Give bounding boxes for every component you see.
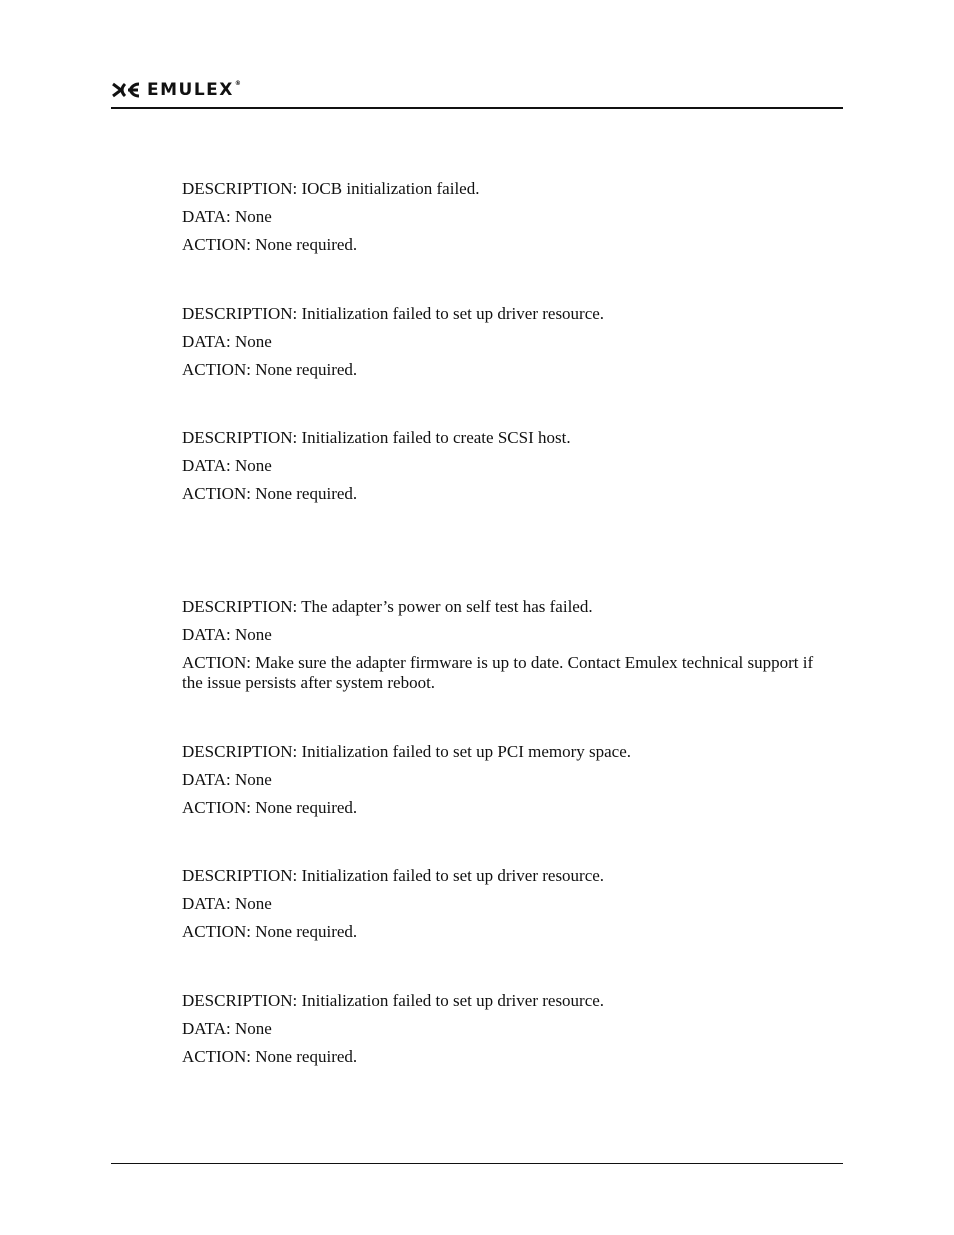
entry-data: DATA: None <box>182 625 272 644</box>
entry-data: DATA: None <box>182 456 272 475</box>
message-entry <box>182 179 822 263</box>
entry-description: DESCRIPTION: Initialization failed to set up driver resource. <box>182 866 605 885</box>
entry-description: DESCRIPTION: The adapter’s power on self test has failed. <box>182 597 593 616</box>
logo-wordmark: EMULEX® <box>147 80 243 100</box>
entry-action: ACTION: None required. <box>182 484 358 503</box>
message-entry <box>182 428 822 512</box>
entry-description: DESCRIPTION: Initialization failed to create SCSI host. <box>182 428 571 447</box>
emulex-mark-icon <box>111 82 141 98</box>
entry-description: DESCRIPTION: Initialization failed to set up driver resource. <box>182 304 605 323</box>
trademark-symbol: ® <box>234 80 243 87</box>
footer-rule <box>111 1163 843 1164</box>
emulex-logo <box>111 81 242 99</box>
message-entry <box>182 304 822 388</box>
message-entry <box>182 866 822 950</box>
entry-data: DATA: None <box>182 770 272 789</box>
message-entry <box>182 597 822 701</box>
entry-data: DATA: None <box>182 207 272 226</box>
entry-data: DATA: None <box>182 1019 272 1038</box>
entry-action: ACTION: None required. <box>182 235 358 254</box>
entry-data: DATA: None <box>182 894 272 913</box>
entry-action: ACTION: None required. <box>182 1047 358 1066</box>
entry-action: ACTION: None required. <box>182 360 358 379</box>
entry-action: ACTION: Make sure the adapter firmware is up to date. Contact Emulex technical support if the issue persists after system reboot. <box>182 653 814 692</box>
entry-data: DATA: None <box>182 332 272 351</box>
entry-action: ACTION: None required. <box>182 798 358 817</box>
header-rule <box>111 107 843 109</box>
message-entry <box>182 991 822 1075</box>
entry-description: DESCRIPTION: Initialization failed to set up driver resource. <box>182 991 605 1010</box>
entry-description: DESCRIPTION: IOCB initialization failed. <box>182 179 480 198</box>
entry-action: ACTION: None required. <box>182 922 358 941</box>
message-entry <box>182 742 822 826</box>
entry-description: DESCRIPTION: Initialization failed to set up PCI memory space. <box>182 742 632 761</box>
